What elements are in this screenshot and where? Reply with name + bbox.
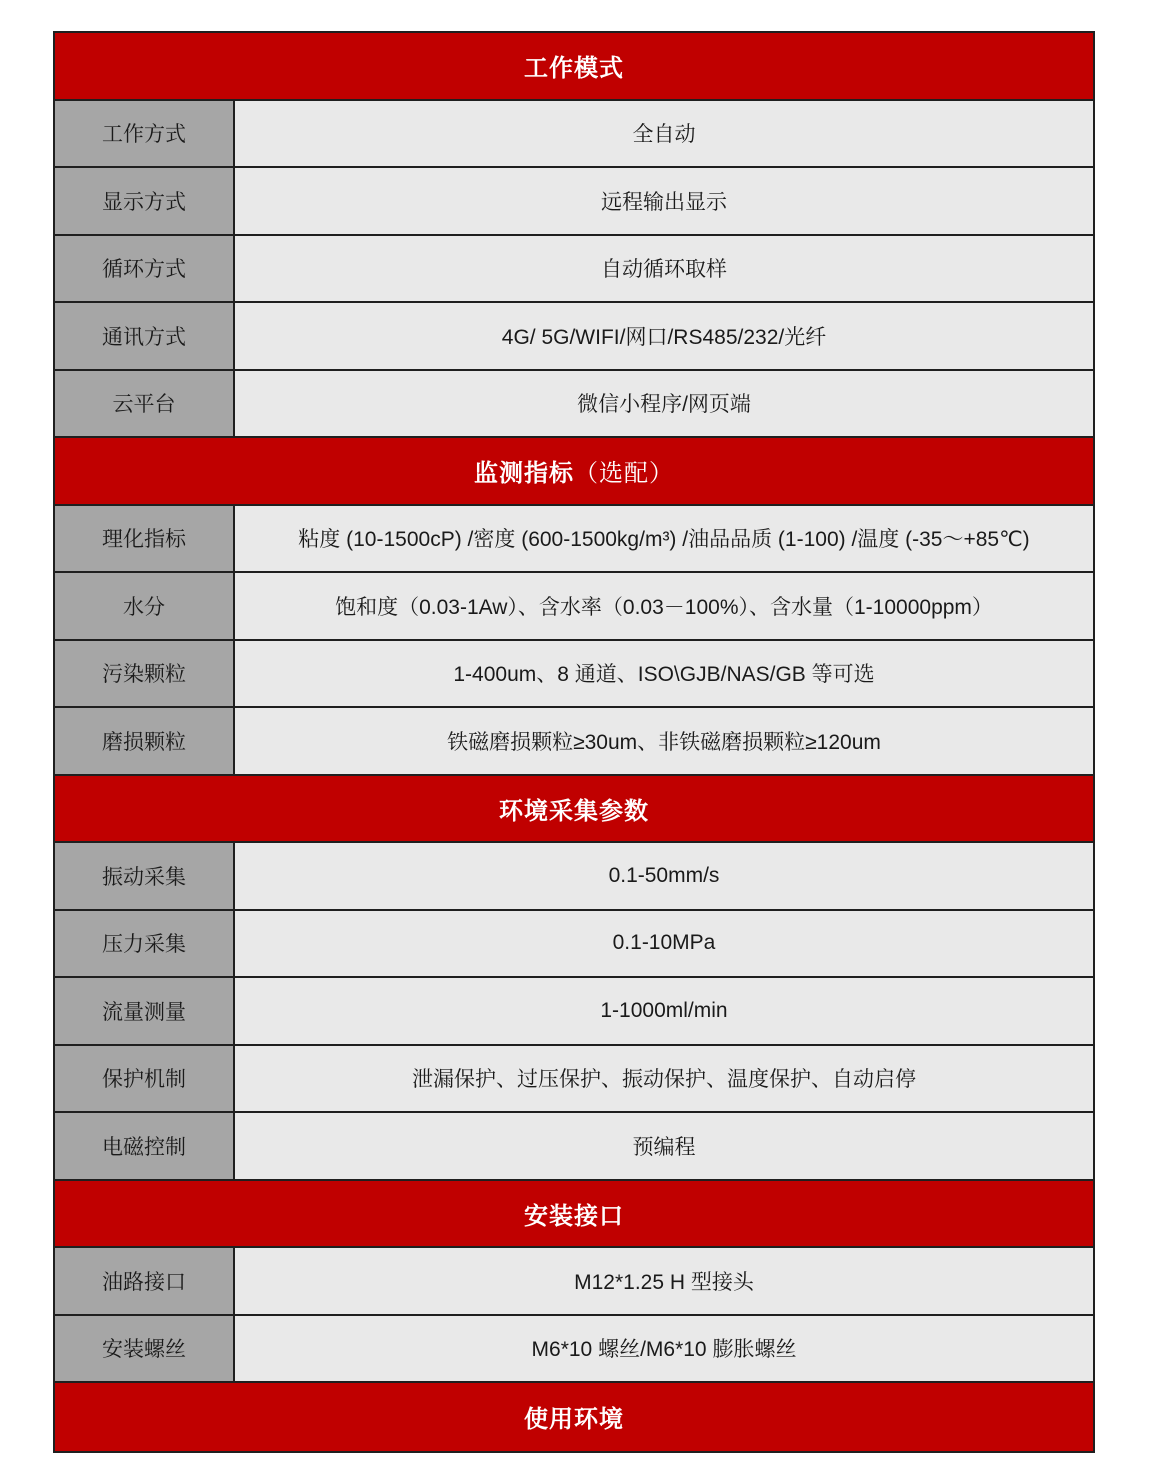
row-value: 4G/ 5G/WIFI/网口/RS485/232/光纤 — [235, 303, 1093, 369]
row-value: 1-1000ml/min — [235, 978, 1093, 1044]
table-row — [55, 101, 1093, 169]
table-row — [55, 303, 1093, 371]
table-row — [55, 236, 1093, 304]
row-value: 预编程 — [235, 1113, 1093, 1179]
row-value: 0.1-50mm/s — [235, 843, 1093, 909]
row-label: 安装螺丝 — [55, 1316, 235, 1382]
row-label: 振动采集 — [55, 843, 235, 909]
row-label: 显示方式 — [55, 168, 235, 234]
section-header-suffix: （选配） — [574, 460, 674, 488]
row-label: 压力采集 — [55, 911, 235, 977]
row-label: 循环方式 — [55, 236, 235, 302]
row-label: 油路接口 — [55, 1248, 235, 1314]
row-value: 0.1-10MPa — [235, 911, 1093, 977]
section-header-operating-environment — [55, 1383, 1093, 1451]
row-value: 自动循环取样 — [235, 236, 1093, 302]
section-header-label: 监测指标 — [474, 460, 574, 488]
row-label: 磨损颗粒 — [55, 708, 235, 774]
row-value: 远程输出显示 — [235, 168, 1093, 234]
section-header-label: 安装接口 — [524, 1202, 624, 1230]
row-label: 理化指标 — [55, 506, 235, 572]
row-label: 云平台 — [55, 371, 235, 437]
table-row — [55, 641, 1093, 709]
table-row — [55, 371, 1093, 439]
table-row — [55, 978, 1093, 1046]
row-value: M6*10 螺丝/M6*10 膨胀螺丝 — [235, 1316, 1093, 1382]
row-label: 通讯方式 — [55, 303, 235, 369]
section-header-label: 使用环境 — [524, 1406, 624, 1434]
spec-table — [53, 31, 1095, 1453]
row-value: M12*1.25 H 型接头 — [235, 1248, 1093, 1314]
table-row — [55, 708, 1093, 776]
table-row — [55, 843, 1093, 911]
table-row — [55, 1113, 1093, 1181]
section-header-installation-interface — [55, 1181, 1093, 1249]
row-label: 污染颗粒 — [55, 641, 235, 707]
row-value: 微信小程序/网页端 — [235, 371, 1093, 437]
table-row — [55, 573, 1093, 641]
row-label: 流量测量 — [55, 978, 235, 1044]
row-value: 1-400um、8 通道、ISO\GJB/NAS/GB 等可选 — [235, 641, 1093, 707]
row-value: 饱和度（0.03-1Aw）、含水率（0.03－100%）、含水量（1-10000ppm） — [235, 573, 1093, 639]
row-label: 水分 — [55, 573, 235, 639]
table-row — [55, 1248, 1093, 1316]
row-value: 粘度 (10-1500cP) /密度 (600-1500kg/m³) /油品品质 (1-100) /温度 (-35～+85℃) — [235, 506, 1093, 572]
row-value: 铁磁磨损颗粒≥30um、非铁磁磨损颗粒≥120um — [235, 708, 1093, 774]
table-row — [55, 911, 1093, 979]
row-label: 工作方式 — [55, 101, 235, 167]
row-value: 全自动 — [235, 101, 1093, 167]
table-row — [55, 1046, 1093, 1114]
table-row — [55, 168, 1093, 236]
section-header-work-mode — [55, 33, 1093, 101]
section-header-monitoring-indicators — [55, 438, 1093, 506]
section-header-environment-params — [55, 776, 1093, 844]
row-label: 保护机制 — [55, 1046, 235, 1112]
row-value: 泄漏保护、过压保护、振动保护、温度保护、自动启停 — [235, 1046, 1093, 1112]
section-header-label: 工作模式 — [524, 55, 624, 83]
table-row — [55, 1316, 1093, 1384]
table-row — [55, 506, 1093, 574]
row-label: 电磁控制 — [55, 1113, 235, 1179]
section-header-label: 环境采集参数 — [499, 797, 649, 825]
